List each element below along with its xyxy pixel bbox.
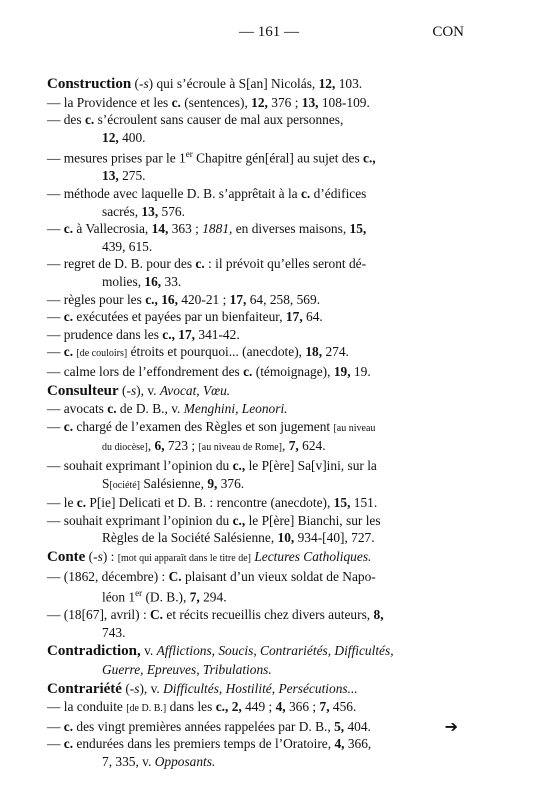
index-entry-line xyxy=(47,606,477,624)
entry-text: plaisant d’un vieux soldat de Napo- xyxy=(181,568,376,584)
entry-text: ( xyxy=(85,548,94,564)
entry-text: 7, xyxy=(189,589,200,605)
entry-text: 449 ; xyxy=(241,699,276,715)
entry-text: 13, xyxy=(301,94,319,110)
index-entry-line xyxy=(47,457,477,475)
entry-text: 4, xyxy=(275,699,286,715)
entry-text: c. xyxy=(243,363,253,379)
entry-text: c., xyxy=(215,699,229,715)
entry-text: endurées dans les premiers temps de l’Oratoire, xyxy=(73,736,335,752)
entry-text: ( xyxy=(121,680,130,696)
entry-text: ( xyxy=(118,382,127,398)
entry-text: d’édifices xyxy=(310,186,367,202)
entry-text: — xyxy=(47,736,64,752)
headword: Contrariété xyxy=(47,680,122,697)
entry-text: — le xyxy=(47,495,77,511)
entry-text: — xyxy=(47,344,64,360)
entry-text: s’écroulent sans causer de mal aux personnes, xyxy=(94,112,344,128)
index-headword-line xyxy=(47,382,477,401)
entry-text: [an] xyxy=(246,76,268,91)
entry-text: 16, xyxy=(144,274,162,289)
entry-text: — souhait exprimant l’opinion du xyxy=(47,457,233,473)
entry-text: — souhait exprimant l’opinion du xyxy=(47,512,233,528)
entry-text: 6, xyxy=(154,438,165,454)
entry-text: ) qui s’écroule à S xyxy=(148,76,247,91)
index-entry-line xyxy=(47,326,477,344)
entry-text: c. xyxy=(63,309,74,325)
entry-text: v. xyxy=(140,643,157,659)
entry-text: 366, xyxy=(344,736,372,752)
entry-text: Guerre, Epreuves, Tribulations. xyxy=(102,661,272,677)
entry-text: (témoignage), xyxy=(252,363,334,379)
index-entry-line xyxy=(47,185,477,203)
index-entry-line xyxy=(47,238,477,256)
entry-text: 1881, xyxy=(202,221,233,237)
entry-text: [ociété] xyxy=(109,479,140,491)
entry-text: 151. xyxy=(350,495,378,511)
index-entry-line xyxy=(47,220,477,238)
entry-text: Nicolás, xyxy=(267,76,319,91)
entry-text: — des xyxy=(47,112,85,128)
entry-text: , xyxy=(147,438,155,454)
entry-text: 7, xyxy=(319,699,330,715)
entry-text: Salésienne, xyxy=(140,475,208,491)
entry-text: 64, 258, 569. xyxy=(246,291,321,307)
index-entry-line xyxy=(47,343,477,363)
entry-text: 15, xyxy=(333,495,351,511)
entry-text: 103. xyxy=(335,76,363,91)
index-entry-line xyxy=(47,129,477,147)
entry-text: c. xyxy=(63,221,74,237)
entry-text: — xyxy=(47,418,64,434)
entry-text: étroits et pourquoi... (anecdote), xyxy=(127,344,306,360)
index-entry-line xyxy=(47,400,477,418)
entry-text: c. xyxy=(63,418,74,434)
entry-text: c., xyxy=(145,291,158,307)
entry-text: 624. xyxy=(298,438,326,454)
entry-text: 108-109. xyxy=(318,94,370,110)
entry-text: [de D. B.] xyxy=(126,703,167,715)
entry-text: Opposants. xyxy=(154,753,216,769)
entry-text: dans les xyxy=(166,699,216,715)
index-headword-line xyxy=(47,75,477,94)
entry-text: 12, xyxy=(102,129,119,145)
entry-text: c. xyxy=(63,718,74,734)
entry-text: C. xyxy=(150,607,164,623)
entry-text: 8, xyxy=(373,607,384,623)
headword: Construction xyxy=(47,76,132,92)
entry-text: 363 ; xyxy=(168,221,203,237)
entry-text: — la Providence et les xyxy=(47,94,172,110)
entry-text: : il prévoit qu’elles seront dé- xyxy=(204,256,367,272)
entry-text: [au niveau de Rome] xyxy=(198,442,283,454)
entry-text: — règles pour les xyxy=(47,291,146,307)
entry-text: 33. xyxy=(161,274,182,289)
entry-text: de D. B., v. xyxy=(116,401,184,417)
entry-text: P[ie] Delicati et D. B. : rencontre (anecdote), xyxy=(86,495,334,511)
entry-text: 275. xyxy=(118,168,146,184)
index-headword-line xyxy=(47,642,477,661)
entry-text: ( xyxy=(131,76,139,91)
entry-text: 274. xyxy=(322,344,349,360)
entry-text: , xyxy=(282,438,289,454)
entry-text: sacrés, xyxy=(102,203,142,219)
headword: Conte xyxy=(47,548,86,565)
index-entry-line xyxy=(47,255,477,273)
index-entry-line xyxy=(47,568,477,586)
entry-text: ), v. xyxy=(139,680,164,696)
entry-text: 64. xyxy=(302,309,323,325)
entry-text: 19, xyxy=(333,363,351,379)
running-head: CON xyxy=(432,24,464,40)
entry-text: 456. xyxy=(329,699,357,715)
entry-text: -s xyxy=(138,76,149,91)
entry-text: et récits recueillis chez divers auteurs, xyxy=(163,607,374,623)
entry-text: le P[ère] Bianchi, sur les xyxy=(245,512,381,528)
index-entry-line xyxy=(47,718,477,736)
index-entry-line xyxy=(47,146,477,167)
entry-text: 2, xyxy=(231,699,242,715)
entry-text: — (1862, décembre) : xyxy=(47,568,169,584)
index-entry-line xyxy=(47,494,477,512)
page-number: — 161 — xyxy=(239,24,299,40)
entry-text: [au niveau xyxy=(333,422,376,434)
entry-text: Lectures Catholiques. xyxy=(254,548,372,564)
entry-text: 723 ; xyxy=(164,438,199,454)
entry-text: 13, xyxy=(141,203,159,219)
index-entry-line xyxy=(47,94,477,112)
entry-text: 366 ; xyxy=(285,699,320,715)
entry-text: 7, 335, v. xyxy=(102,753,155,769)
entry-text: — méthode avec laquelle D. B. s’apprêtait à la xyxy=(47,186,301,202)
entry-text: 439, 615. xyxy=(102,238,153,254)
entry-text: — xyxy=(47,309,64,325)
entry-text: 14, xyxy=(151,221,169,237)
index-entry-line xyxy=(47,203,477,221)
entry-text: -s xyxy=(126,382,137,398)
entry-text: 4, xyxy=(334,736,345,752)
entry-text: 12, xyxy=(251,94,268,110)
entry-text: — (18[67], avril) : xyxy=(47,607,151,623)
entry-text: Difficultés, Hostilité, Persécutions... xyxy=(163,680,358,696)
entry-text: -s xyxy=(129,680,140,696)
entry-text: du diocèse] xyxy=(102,442,148,454)
entry-text: [mot qui apparaît dans le titre de] xyxy=(117,552,251,564)
entry-text: 19. xyxy=(350,363,371,379)
index-entry-line xyxy=(47,585,477,606)
index-headword-line xyxy=(47,680,477,699)
entries-column xyxy=(47,74,477,771)
index-entry-line xyxy=(47,624,477,642)
entry-text: S xyxy=(102,475,110,491)
entry-text: en diverses maisons, xyxy=(232,221,350,237)
index-entry-line xyxy=(47,437,477,457)
entry-text: exécutées et payées par un bienfaiteur, xyxy=(73,309,286,325)
entry-text: 17, xyxy=(229,291,247,307)
entry-text: 420-21 ; xyxy=(177,291,230,307)
entry-text: 404. xyxy=(344,718,371,734)
entry-text: 18, xyxy=(305,344,323,360)
entry-text: [de couloirs] xyxy=(76,348,128,360)
entry-text: C. xyxy=(168,568,182,584)
entry-text: c. xyxy=(171,94,181,110)
entry-text: -s xyxy=(93,548,103,564)
entry-text: 13, xyxy=(102,168,119,184)
entry-text: 376. xyxy=(217,475,245,491)
entry-text: Avocat, Vœu. xyxy=(159,382,231,398)
entry-text: — la conduite xyxy=(47,699,127,715)
index-entry-line xyxy=(47,753,477,771)
entry-text: — mesures prises par le 1 xyxy=(47,150,186,166)
entry-text: c. xyxy=(76,495,87,511)
entry-text: 15, xyxy=(349,221,367,237)
entry-text: léon 1 xyxy=(102,589,136,605)
entry-text: chargé de l’examen des Règles et son jugement xyxy=(73,418,334,434)
entry-text: c., xyxy=(363,150,376,166)
index-entry-line xyxy=(47,418,477,438)
entry-text: c., xyxy=(162,326,175,342)
entry-text: — avocats xyxy=(47,401,108,417)
entry-text: — calme lors de l’effondrement des xyxy=(47,363,244,379)
index-entry-line xyxy=(47,661,477,679)
index-entry-line xyxy=(47,363,477,381)
entry-text: 17, xyxy=(178,326,196,342)
entry-text: c. xyxy=(300,186,311,202)
headword: Consulteur xyxy=(47,382,119,399)
index-entry-line xyxy=(47,529,477,547)
entry-text: c. xyxy=(63,344,74,360)
index-entry-line xyxy=(47,512,477,530)
entry-text: Afflictions, Soucis, Contrariétés, Difficultés, xyxy=(156,643,394,659)
entry-text: 12, xyxy=(318,76,336,91)
entry-text: 934-[40], 727. xyxy=(294,530,375,546)
index-entry-line xyxy=(47,167,477,185)
entry-text: Chapitre gén[éral] au sujet des xyxy=(192,150,364,166)
entry-text: molies, xyxy=(102,274,145,289)
entry-text: c. xyxy=(107,401,117,417)
entry-text: c., xyxy=(232,512,246,528)
index-entry-line xyxy=(47,698,477,718)
entry-text: 341-42. xyxy=(195,326,240,342)
entry-text: (D. B.), xyxy=(142,589,190,605)
entry-text: 10, xyxy=(277,530,295,546)
entry-text: (sentences), xyxy=(180,94,252,110)
entry-text: c. xyxy=(63,736,74,752)
entry-text: — regret de D. B. pour des xyxy=(47,256,196,272)
index-entry-line xyxy=(47,111,477,129)
index-headword-line xyxy=(47,548,477,568)
entry-text: 743. xyxy=(102,624,126,640)
entry-text: c. xyxy=(84,112,95,128)
entry-text: Menghini, Leonori. xyxy=(183,401,288,417)
entry-text: 576. xyxy=(158,203,185,219)
index-entry-line xyxy=(47,475,477,495)
entry-text: le P[ère] Sa[v]ini, sur la xyxy=(245,457,377,473)
entry-text: — xyxy=(47,718,64,734)
index-entry-line xyxy=(47,291,477,309)
entry-text: 9, xyxy=(207,475,218,491)
entry-text: er xyxy=(185,149,193,160)
entry-text: er xyxy=(135,588,143,599)
headword: Contradiction, xyxy=(47,643,141,660)
entry-text: 376 ; xyxy=(267,94,302,110)
index-entry-line xyxy=(47,308,477,326)
entry-text: 7, xyxy=(288,438,299,454)
entry-text: Règles de la Société Salésienne, xyxy=(102,530,278,546)
entry-text: 5, xyxy=(334,718,345,734)
entry-text: des vingt premières années rappelées par D. B., xyxy=(73,718,335,734)
page-header xyxy=(0,24,538,44)
entry-text: — xyxy=(47,221,64,237)
entry-text: 294. xyxy=(199,589,227,605)
entry-text: ), v. xyxy=(136,382,160,398)
entry-text: c., xyxy=(232,457,246,473)
continue-arrow-icon: ➔ xyxy=(444,717,458,736)
index-entry-line xyxy=(47,735,477,753)
entry-text: ) : xyxy=(102,548,118,564)
entry-text: c. xyxy=(195,256,205,272)
entry-text: — prudence dans les xyxy=(47,326,163,342)
index-entry-line xyxy=(47,273,477,291)
entry-text: à Vallecrosia, xyxy=(73,221,152,237)
entry-text: 16, xyxy=(161,291,178,307)
entry-text: 400. xyxy=(118,129,146,145)
entry-text: 17, xyxy=(285,309,303,325)
